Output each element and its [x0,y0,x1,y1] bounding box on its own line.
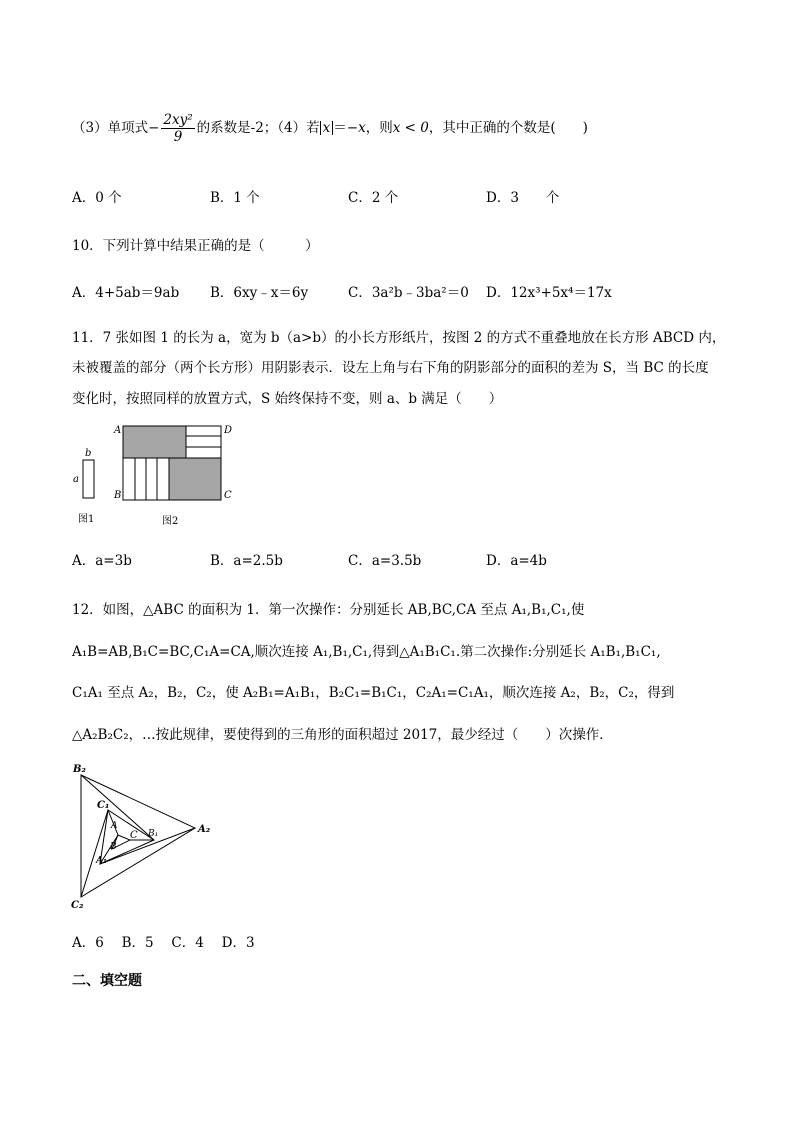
q9-statement [72,112,588,145]
line-c2-c1 [81,810,108,897]
fig2-corner-a: A [114,425,122,436]
q11-line-1: 11．7 张如图 1 的长为 a，宽为 b（a>b）的小长方形纸片，按图 2 的方式不重叠地放在长方形 ABCD 内， [72,330,726,346]
q11-option-d[interactable]: D．a=4b [486,553,547,569]
label-c: C [130,830,138,841]
q9-option-d[interactable]: D．3 个 [486,190,560,206]
q11-option-b[interactable]: B．a=2.5b [210,553,283,569]
fig2-corner-b: B [114,490,122,501]
q9-part3-prefix: （3）单项式 [72,120,149,136]
q9-option-b[interactable]: B．1 个 [210,190,260,206]
fig2-strip-h1 [186,426,221,436]
label-b: B [110,842,117,852]
fig1-rectangle [83,460,94,498]
q10-option-b[interactable]: B．6xy﹣x＝6y [210,285,309,301]
q12-line-4: △A₂B₂C₂，…按此规律，要使得到的三角形的面积超过 2017，最少经过（ ）次操作． [72,727,613,743]
q9-condition: x < 0 [392,120,429,136]
label-b1: B₁ [148,829,159,839]
label-c2: C₂ [71,900,84,910]
fig1-caption: 图1 [78,514,95,525]
q11-option-a[interactable]: A．a=3b [72,553,132,569]
q9-then: ，则 [365,120,393,136]
fig2-shade-top-left [123,426,186,458]
q9-option-c[interactable]: C．2 个 [348,190,399,206]
q11-line-2: 未被覆盖的部分（两个长方形）用阴影表示．设左上角与右下角的阴影部分的面积的差为 S，当 BC 的长度 [72,360,709,376]
q12-line-2: A₁B=AB,B₁C=BC,C₁A=CA,顺次连接 A₁,B₁,C₁,得到△A₁B₁C₁.第二次操作:分别延长 A₁B₁,B₁C₁, [72,644,661,660]
label-a2: A₂ [198,824,211,835]
q9-absolute-value: x [320,121,334,135]
triangle-a2b2c2 [81,775,195,897]
q9-question-tail: ，其中正确的个数是( ) [428,120,588,136]
q10-stem: 10．下列计算中结果正确的是（ ） [72,238,319,254]
q9-neg-x: −x [346,120,366,136]
q9-fraction-numerator: 2xy² [163,112,193,128]
fig1-a-label: a [73,474,79,485]
q9-minus-sign: − [148,120,160,136]
q9-fraction-denominator: 9 [173,129,183,145]
fig1-b-label: b [85,448,92,459]
line-b2-b1 [81,775,154,840]
fig2-shade-bottom-right [169,458,221,500]
q12-line-1: 12．如图，△ABC 的面积为 1．第一次操作：分别延长 AB,BC,CA 至点 A₁,B₁,C₁,使 [72,602,585,618]
fig2-strip-v4 [157,458,169,500]
q11-line-3: 变化时，按照同样的放置方式，S 始终保持不变，则 a、b 满足（ ） [72,391,503,407]
q12-line-3: C₁A₁ 至点 A₂，B₂，C₂，使 A₂B₁=A₁B₁，B₂C₁=B₁C₁，C₂A₁=C₁A₁，顺次连接 A₂，B₂，C₂，得到 [72,685,675,701]
q9-option-a[interactable]: A．0 个 [72,190,122,206]
q9-fraction [161,112,194,145]
q10-option-a[interactable]: A．4+5ab＝9ab [72,285,180,301]
q10-option-c[interactable]: C．3a²b﹣3ba²＝0 [348,285,469,301]
label-c1: C₁ [97,800,110,811]
q9-equals: ＝ [333,120,347,136]
fig2-strip-v1 [123,458,135,500]
q11-option-c[interactable]: C．a=3.5b [348,553,422,569]
label-a1: A₁ [96,856,107,866]
label-a: A [111,821,118,831]
q11-figure [64,418,264,538]
q12-figure [68,760,228,910]
fig2-strip-v2 [135,458,146,500]
q12-options[interactable]: A．6 B．5 C．4 D．3 [72,935,255,951]
fig2-corner-d: D [224,425,233,436]
fig2-strip-h2 [186,436,221,447]
q10-option-d[interactable]: D．12x³+5x⁴＝17x [486,285,612,301]
fig2-strip-v3 [146,458,157,500]
fig2-strip-h3 [186,447,221,458]
triangle-a1b1c1 [100,810,154,864]
fig2-corner-c: C [224,490,232,501]
q9-part3-suffix: 的系数是-2；（4）若 [196,120,320,136]
label-b2: B₂ [73,764,86,775]
fig2-caption: 图2 [162,516,179,527]
section-heading: 二、填空题 [72,973,142,989]
